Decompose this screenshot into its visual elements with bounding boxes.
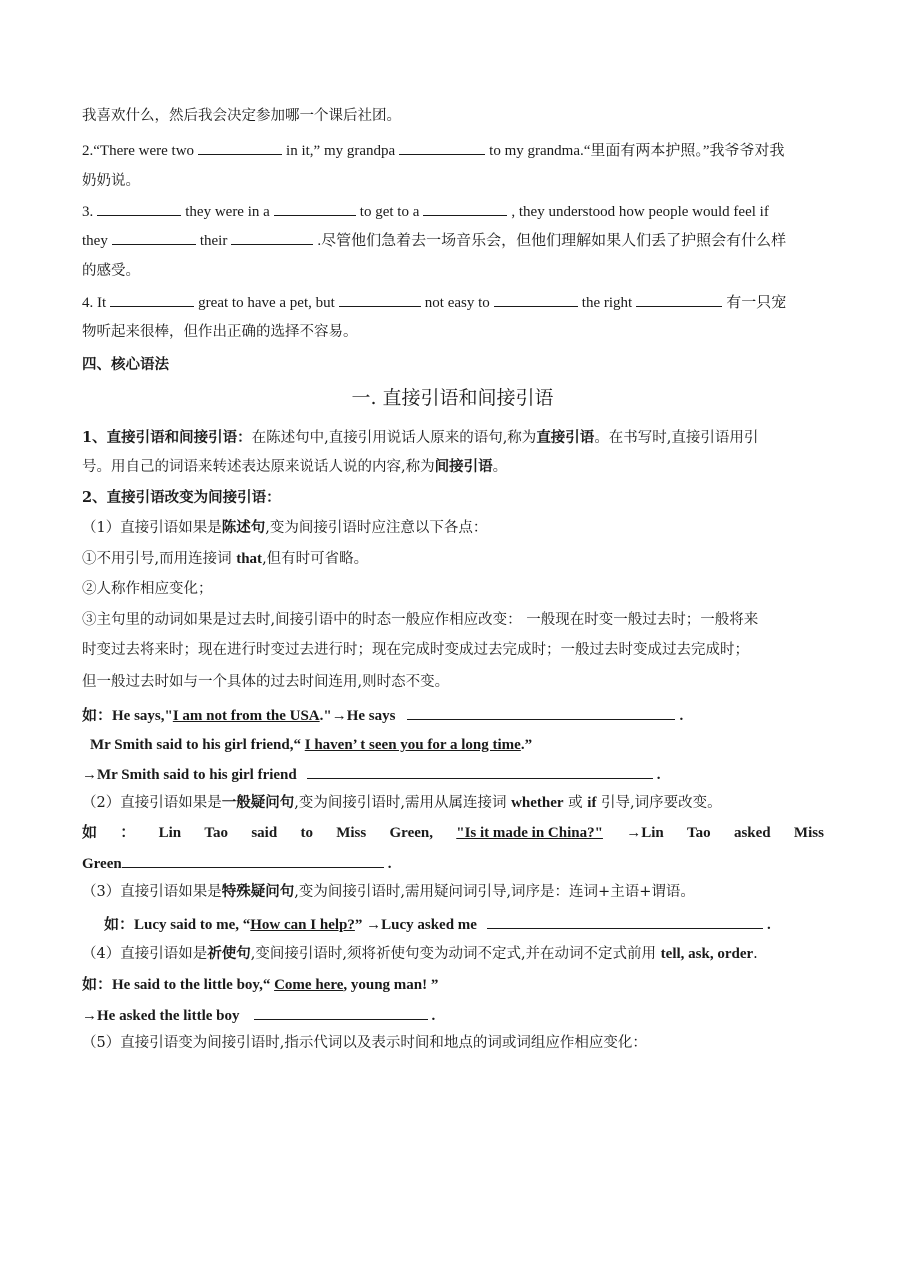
example-3-answer: Green .	[82, 853, 391, 874]
rule-1-point-3: ③主句里的动词如果是过去时,间接引语中的时态一般应作相应改变： 一般现在时变一般过去时；一般将来	[82, 612, 759, 628]
answer-blank[interactable]	[307, 764, 653, 779]
rule-1-point-2: ②人称作相应变化；	[82, 581, 213, 597]
answer-blank[interactable]	[274, 201, 356, 216]
example-2-answer: →Mr Smith said to his girl friend .	[82, 764, 660, 785]
example-5-answer: →He asked the little boy .	[82, 1005, 435, 1026]
rule-5: （5）直接引语变为间接引语时,指示代词以及表示时间和地点的词或词组应作相应变化：	[82, 1035, 647, 1051]
example-3: 如 ： Lin Tao said to Miss Green, "Is it made in China?" →Lin Tao asked Miss	[82, 825, 824, 841]
subheading: 2、直接引语改变为间接引语：	[82, 489, 281, 506]
question-3: 3. they were in a to get to a , they understood how people would feel if	[82, 201, 769, 222]
paragraph-1: 1、直接引语和间接引语：在陈述句中,直接引用说话人原来的语句,称为直接引语。在书写时,直接引语用引	[82, 429, 759, 446]
example-1: 如：He says,"I am not from the USA."→He says .	[82, 705, 683, 726]
rule-4: （4）直接引语如是祈使句,变间接引语时,须将祈使句变为动词不定式,并在动词不定式前用 tell, ask, order.	[82, 945, 758, 962]
text-line: 物听起来很棒，但作出正确的选择不容易。	[82, 324, 358, 340]
question-2: 2.“There were two in it,” my grandpa to my grandma.“里面有两本护照。”我爷爷对我	[82, 140, 785, 161]
rule-1: （1）直接引语如果是陈述句,变为间接引语时应注意以下各点：	[82, 519, 488, 536]
rule-1-point-3-cont: 时变过去将来时；现在进行时变过去进行时；现在完成时变成过去完成时；一般过去时变成过去完成时；	[82, 642, 749, 658]
rule-1-point-3-cont: 但一般过去时如与一个具体的过去时间连用,则时态不变。	[82, 674, 450, 690]
answer-blank[interactable]	[399, 140, 485, 155]
answer-blank[interactable]	[198, 140, 282, 155]
rule-2: （2）直接引语如果是一般疑问句,变为间接引语时,需用从属连接词 whether 或 if 引导,词序要改变。	[82, 794, 722, 811]
answer-blank[interactable]	[407, 705, 675, 720]
answer-blank[interactable]	[231, 230, 313, 245]
text-line: 奶奶说。	[82, 173, 140, 189]
answer-blank[interactable]	[423, 201, 507, 216]
answer-blank[interactable]	[110, 292, 194, 307]
answer-blank[interactable]	[487, 914, 763, 929]
answer-blank[interactable]	[494, 292, 578, 307]
answer-blank[interactable]	[97, 201, 181, 216]
example-2: Mr Smith said to his girl friend,“ I haven’ t seen you for a long time.”	[90, 737, 533, 753]
text-line: 我喜欢什么，然后我会决定参加哪一个课后社团。	[82, 108, 401, 124]
paragraph-1-cont: 号。用自己的词语来转述表达原来说话人说的内容,称为间接引语。	[82, 458, 508, 475]
question-4: 4. It great to have a pet, but not easy to the right 有一只宠	[82, 292, 786, 313]
answer-blank[interactable]	[339, 292, 421, 307]
text-line: 的感受。	[82, 263, 140, 279]
answer-blank[interactable]	[636, 292, 722, 307]
example-4: 如：Lucy said to me, “How can I help?” →Lucy asked me .	[104, 914, 771, 935]
section-heading: 四、核心语法	[82, 356, 169, 373]
answer-blank[interactable]	[112, 230, 196, 245]
example-5: 如：He said to the little boy,“ Come here, young man! ”	[82, 977, 439, 993]
rule-1-point-1: ①不用引号,而用连接词 that,但有时可省略。	[82, 551, 369, 567]
page-title: 一. 直接引语和间接引语	[351, 387, 554, 409]
rule-3: （3）直接引语如果是特殊疑问句,变为间接引语时,需用疑问词引导,词序是：连词+主语+谓语。	[82, 883, 695, 900]
answer-blank[interactable]	[122, 853, 384, 868]
question-3-cont: they their .尽管他们急着去一场音乐会，但他们理解如果人们丢了护照会有什么样	[82, 230, 786, 251]
answer-blank[interactable]	[254, 1005, 428, 1020]
